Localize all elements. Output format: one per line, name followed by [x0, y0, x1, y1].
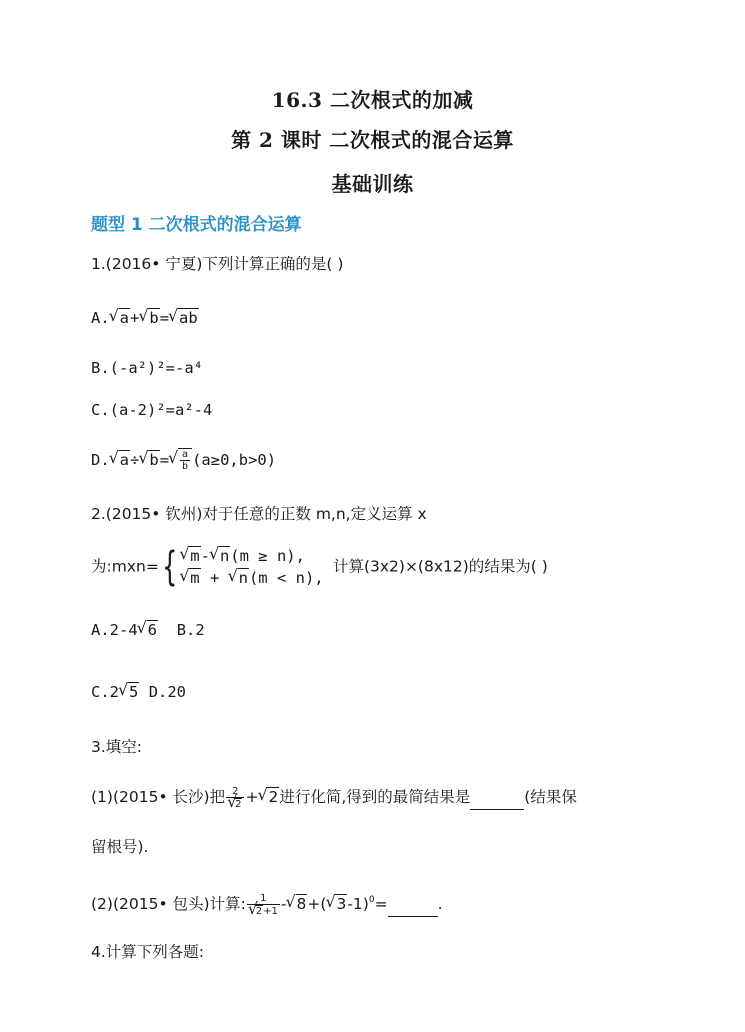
- radical: √ 5: [119, 680, 139, 704]
- q3-stem: 3.填空:: [91, 738, 143, 756]
- fraction: 1 √ 2+1: [247, 893, 280, 917]
- q1-option-d: D.√ a÷√ b= √ $\frac{a}{b}$ (a≥0,b>0): [91, 448, 276, 472]
- q3-part1-suffix: (结果保: [524, 788, 577, 806]
- q1-option-a: A.√ a+√ b=√ ab: [91, 306, 199, 330]
- radical: √ ab: [169, 306, 199, 330]
- q1-stem: 1.(2016• 宁夏)下列计算正确的是( ): [91, 255, 344, 273]
- q2-definition: [91, 545, 548, 589]
- q1-option-c: C.(a-2)²=a²-4: [91, 401, 213, 419]
- q3-part1: (1)(2015• 长沙)把 2 √ 2 +√ 2进行化简,得到的最简结果是 (结果保: [91, 785, 577, 810]
- radical: √ 3: [326, 892, 347, 916]
- fraction: 2 √ 2: [226, 786, 244, 810]
- q2-options-cd: [91, 680, 186, 704]
- radical: √ b: [139, 448, 159, 472]
- radical: √ a: [110, 306, 130, 330]
- radical: √ b: [139, 306, 159, 330]
- q3-part1-mid: 进行化简,得到的最简结果是: [279, 788, 471, 806]
- q3-part2-prefix: (2)(2015• 包头)计算:: [91, 895, 246, 913]
- q3-part1-prefix: (1)(2015• 长沙)把: [91, 788, 226, 806]
- radical: √ 8: [287, 892, 308, 916]
- q2-option-a: A.2-4: [91, 621, 138, 639]
- q2-def-prefix: 为:mxn=: [91, 557, 159, 576]
- brace-symbol: {: [161, 544, 178, 590]
- piecewise-cases: √ m-√ n(m ≥ n), √ m + √ n(m < n),: [180, 545, 323, 589]
- q3-part2: (2)(2015• 包头)计算: 1 √ 2+1 -√ 8+(√ 3-1)$^0$= .: [91, 888, 443, 917]
- section-heading: 题型 1 二次根式的混合运算: [91, 215, 302, 235]
- radical: √ 6: [138, 618, 158, 642]
- radical: √ a: [110, 448, 130, 472]
- q1-option-d-label: D.: [91, 451, 110, 469]
- q2-case2: (m < n),: [248, 569, 324, 587]
- q2-stem: 2.(2015• 钦州)对于任意的正数 m,n,定义运算 x: [91, 505, 427, 523]
- q2-option-d: D.20: [148, 683, 187, 701]
- q3-part1-cont: 留根号).: [91, 838, 149, 856]
- q1-option-a-label: A.: [91, 309, 110, 327]
- lesson-title: 16.3 二次根式的加减: [271, 88, 474, 112]
- answer-blank[interactable]: [470, 785, 524, 810]
- q2-compute: 计算(3x2)×(8x12)的结果为( ): [332, 557, 548, 576]
- training-heading: 基础训练: [331, 172, 414, 196]
- answer-blank[interactable]: [388, 892, 438, 917]
- q2-option-c: C.2: [91, 683, 119, 701]
- radical: √ $\frac{a}{b}$: [169, 448, 192, 472]
- q1-option-d-condition: (a≥0,b>0): [192, 451, 277, 469]
- lesson-subtitle: 第 2 课时 二次根式的混合运算: [231, 128, 514, 152]
- q2-options-ab: [91, 618, 205, 642]
- q4-stem: 4.计算下列各题:: [91, 943, 205, 961]
- radical: √ 2: [258, 785, 279, 809]
- q1-option-b: B.(-a²)²=-a⁴: [91, 359, 203, 377]
- q2-case1: (m ≥ n),: [230, 547, 305, 565]
- q2-option-b: B.2: [176, 621, 205, 639]
- q3-part2-suffix: .: [437, 895, 443, 913]
